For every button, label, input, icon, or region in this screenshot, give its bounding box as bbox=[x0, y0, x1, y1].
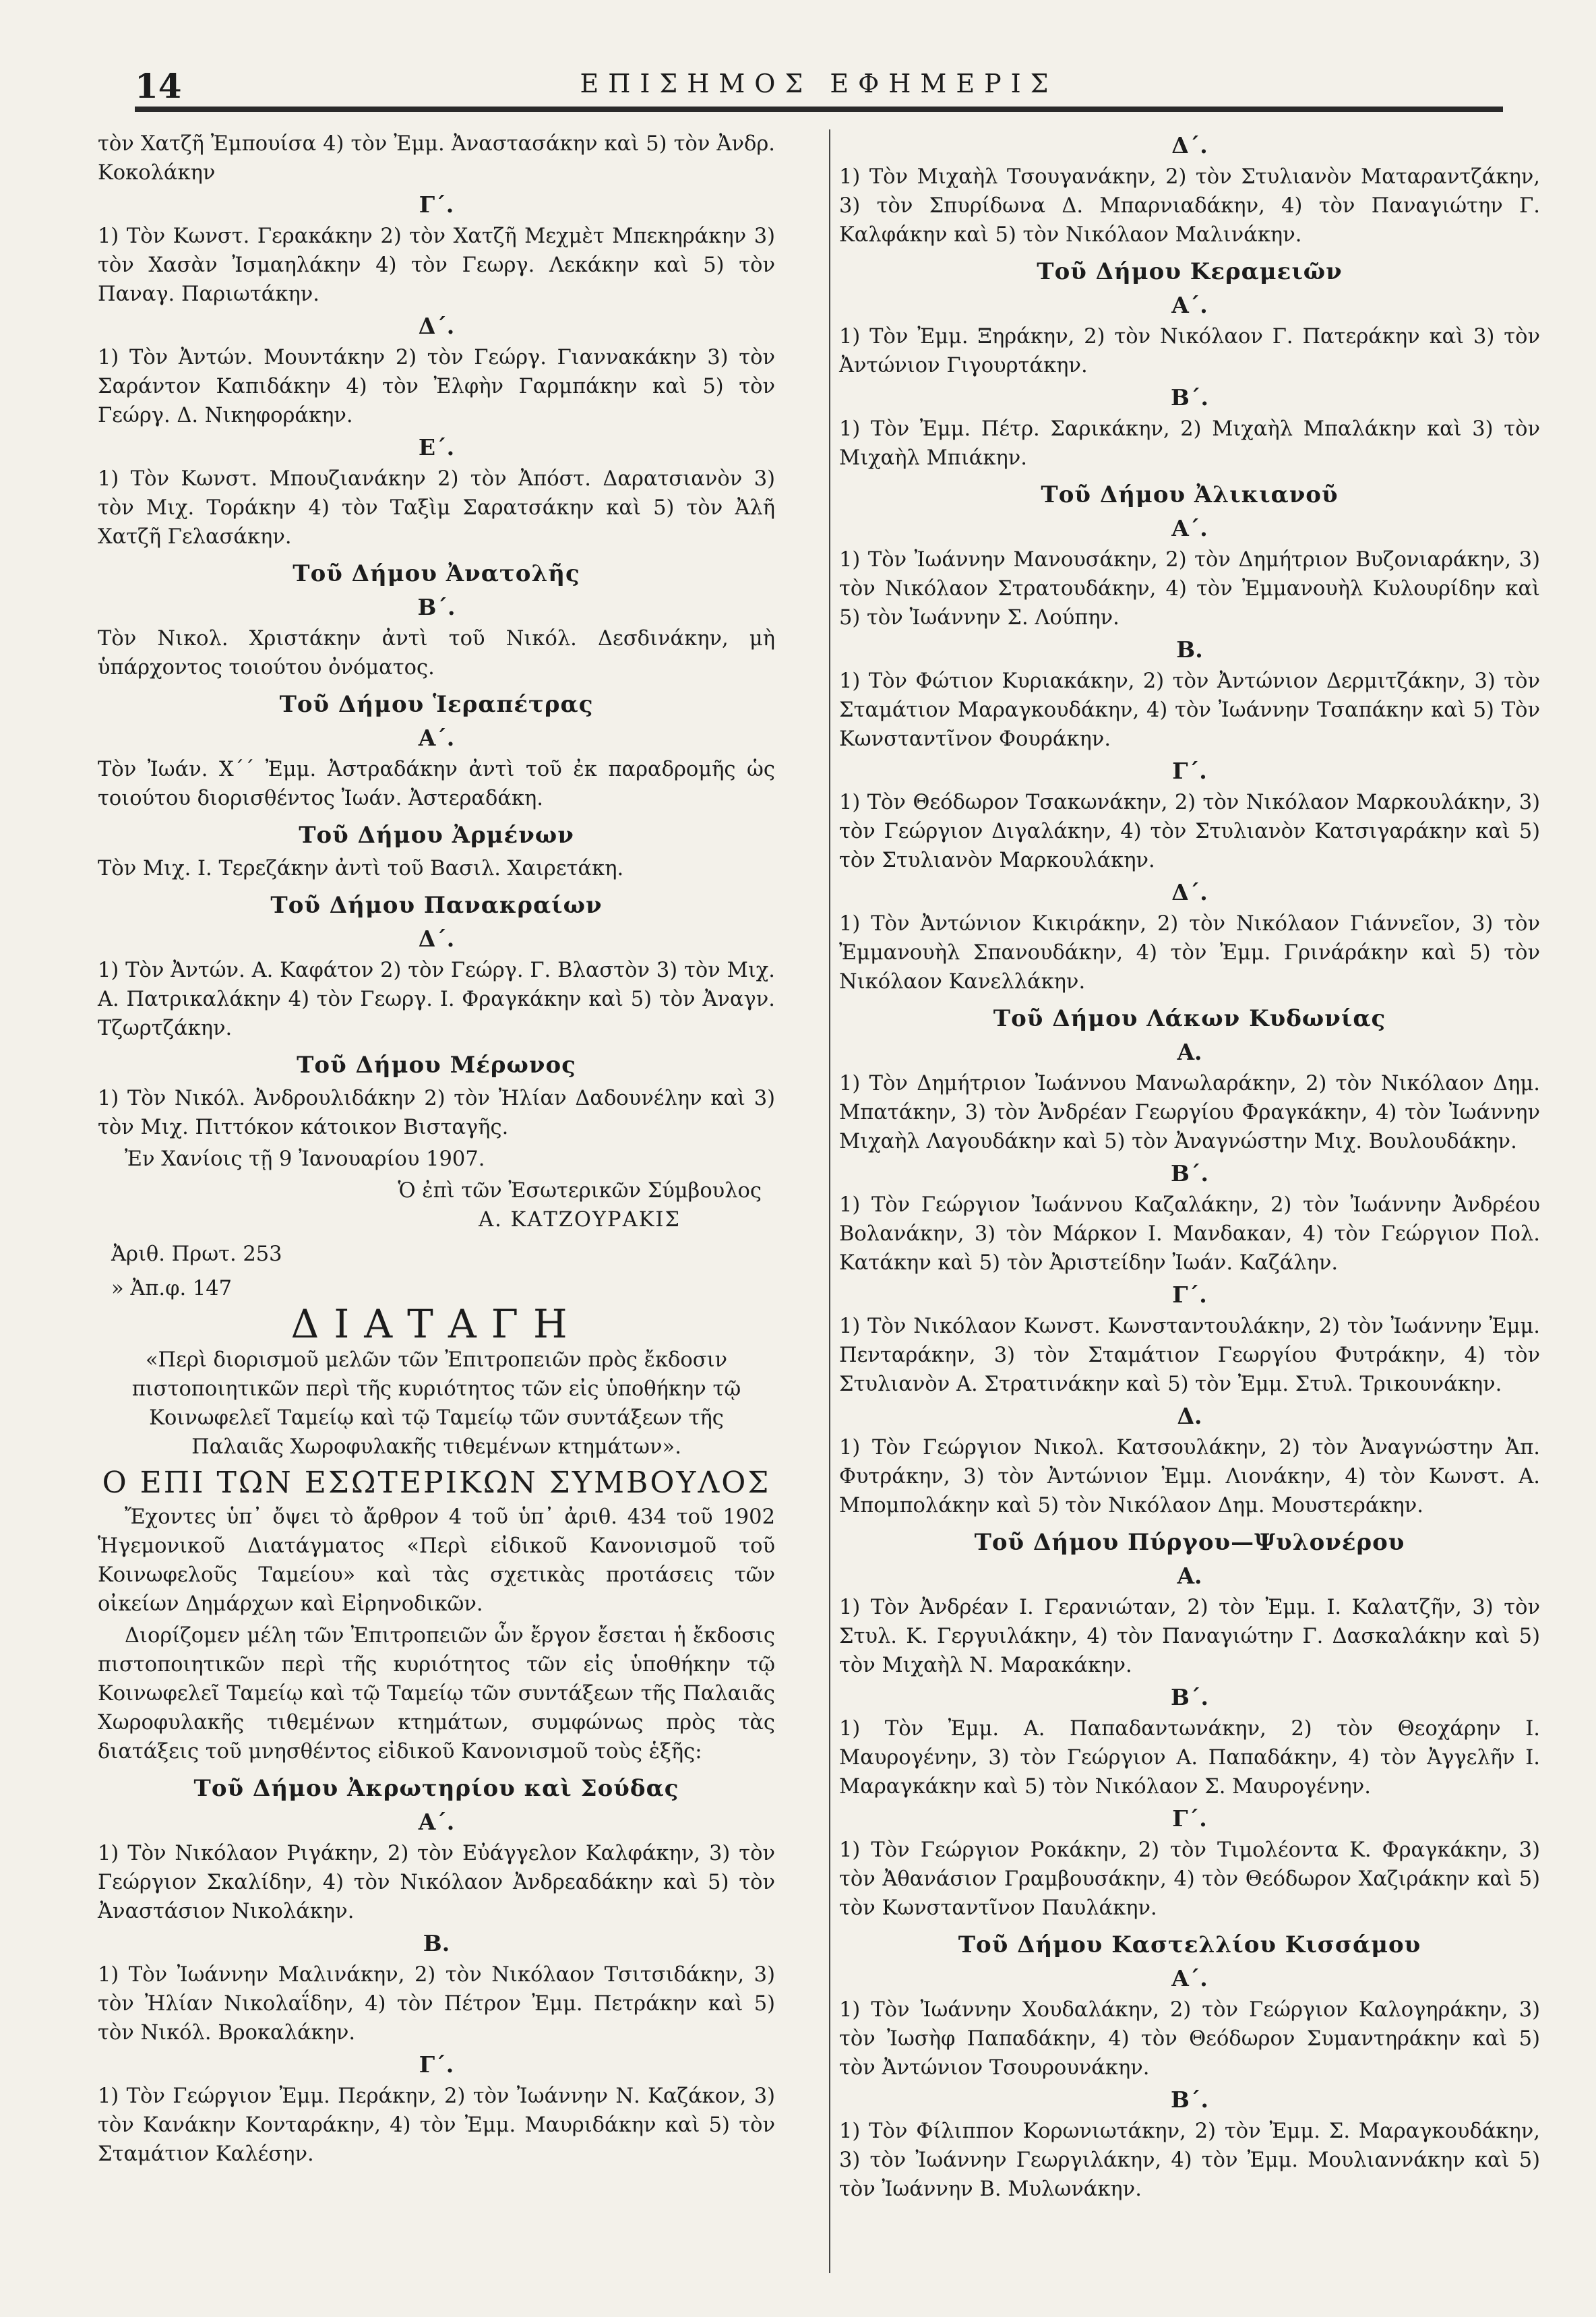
paragraph: Τὸν Μιχ. Ι. Τερεζάκην ἀντὶ τοῦ Βασιλ. Χαιρετάκη. bbox=[98, 857, 624, 880]
paragraph: 1) Τὸν Ἰωάννην Χουδαλάκην, 2) τὸν Γεώργιον Καλογηράκην, 3) τὸν Ἰωσὴφ Παπαδάκην, 4) τὸν Θεόδωρον Συμαντηράκην καὶ 5) τὸν Ἀντώνιον Τσουρουνάκην. bbox=[839, 1998, 1540, 2080]
subsection-heading: Β. bbox=[1176, 636, 1203, 663]
protocol-number: Ἀριθ. Πρωτ. 253 bbox=[111, 1242, 282, 1266]
paragraph: Τὸν Νικολ. Χριστάκην ἀντὶ τοῦ Νικόλ. Δεσδινάκην, μὴ ὑπάρχοντος τοιούτου ὀνόματος. bbox=[98, 627, 775, 680]
subsection-heading: Δ΄. bbox=[418, 926, 455, 952]
page-number: 14 bbox=[135, 66, 182, 106]
paragraph: 1) Τὸν Γεώργιον Νικολ. Κατσουλάκην, 2) τὸν Ἀναγνώστην Ἀπ. Φυτράκην, 3) τὸν Ἀντώνιον Ἐμμ. Λιονάκην, 4) τὸν Κωνστ. Α. Μπομπολάκην καὶ 5) τὸν Νικόλαον Δημ. Μουστεράκην. bbox=[839, 1436, 1540, 1517]
paragraph: 1) Τὸν Φίλιππον Κορωνιωτάκην, 2) τὸν Ἐμμ. Σ. Μαραγκουδάκην, 3) τὸν Ἰωάννην Γεωργιλάκην, 4) τὸν Ἐμμ. Μουλιαννάκην καὶ 5) τὸν Ἰωάννην Β. Μυλωνάκην. bbox=[839, 2119, 1540, 2201]
paragraph: 1) Τὸν Νικόλαον Ριγάκην, 2) τὸν Εὐάγγελον Καλφάκην, 3) τὸν Γεώργιον Σκαλίδην, 4) τὸν Νικόλαον Ἀνδρεαδάκην καὶ 5) τὸν Ἀναστάσιον Νικολάκην. bbox=[98, 1842, 775, 1923]
paragraph: 1) Τὸν Ἀντών. Α. Καφάτον 2) τὸν Γεώργ. Γ. Βλαστὸν 3) τὸν Μιχ. Α. Πατρικαλάκην 4) τὸν Γεωργ. Ι. Φραγκάκην καὶ 5) τὸν Ἀναγν. Τζωρτζάκην. bbox=[98, 959, 775, 1040]
paragraph: 1) Τὸν Ἰωάννην Μανουσάκην, 2) τὸν Δημήτριον Βυζονιαράκην, 3) τὸν Νικόλαον Στρατουδάκην, 4) τὸν Ἐμμανουὴλ Κυλουρίδην καὶ 5) τὸν Ἰωάννην Σ. Λούπην. bbox=[839, 548, 1540, 630]
paragraph: 1) Τὸν Γεώργιον Ροκάκην, 2) τὸν Τιμολέοντα Κ. Φραγκάκην, 3) τὸν Ἀθανάσιον Γραμβουσάκην, 4) τὸν Θεόδωρον Χαζιράκην καὶ 5) τὸν Κωνσταντῖνον Παυλάκην. bbox=[839, 1838, 1540, 1920]
subsection-heading: Ε΄. bbox=[418, 434, 455, 460]
paragraph: 1) Τὸν Ἐμμ. Πέτρ. Σαρικάκην, 2) Μιχαὴλ Μπαλάκην καὶ 3) τὸν Μιχαὴλ Μπιάκην. bbox=[839, 417, 1540, 470]
subsection-heading: Δ΄. bbox=[418, 313, 455, 339]
subsection-heading: Α΄. bbox=[418, 725, 455, 751]
paragraph: 1) Τὸν Μιχαὴλ Τσουγανάκην, 2) τὸν Στυλιανὸν Ματαραντζάκην, 3) τὸν Σπυρίδωνα Δ. Μπαρνιαδάκην, 4) τὸν Παναγιώτην Γ. Καλφάκην καὶ 5) τὸν Νικόλαον Μαλινάκην. bbox=[839, 165, 1540, 247]
subsection-heading: Γ΄. bbox=[1172, 758, 1207, 784]
section-heading: Τοῦ Δήμου Ἀκρωτηρίου καὶ Σούδας bbox=[193, 1775, 679, 1802]
subsection-heading: Β΄. bbox=[1171, 1684, 1208, 1710]
subsection-heading: Β΄. bbox=[417, 594, 456, 620]
paragraph: 1) Τὸν Νικόλ. Ἀνδρουλιδάκην 2) τὸν Ἠλίαν Δαδουνέλην καὶ 3) τὸν Μιχ. Πιττόκον κάτοικον Βισταγῆς. bbox=[98, 1087, 775, 1139]
paragraph: 1) Τὸν Ἐμμ. Α. Παπαδαντωνάκην, 2) τὸν Θεοχάρην Ι. Μαυρογένην, 3) τὸν Γεώργιον Α. Παπαδάκην, 4) τὸν Ἀγγελῆν Ι. Μαραγκάκην καὶ 5) τὸν Νικόλαον Σ. Μαυρογένην. bbox=[839, 1717, 1540, 1799]
section-heading: Τοῦ Δήμου Ἱεραπέτρας bbox=[279, 691, 594, 718]
right-column bbox=[839, 129, 1540, 2206]
paragraph: 1) Τὸν Ἀντώνιον Κικιράκην, 2) τὸν Νικόλαον Γιάννεῖον, 3) τὸν Ἐμμανουὴλ Σπανουδάκην, 4) τὸν Ἐμμ. Γρινάράκην καὶ 5) τὸν Νικόλαον Κανελλάκην. bbox=[839, 912, 1540, 994]
subsection-heading: Γ΄. bbox=[1172, 1282, 1207, 1308]
section-heading: Τοῦ Δήμου Πύργου—Ψυλονέρου bbox=[974, 1529, 1405, 1556]
paragraph: 1) Τὸν Φώτιον Κυριακάκην, 2) τὸν Ἀντώνιον Δερμιτζάκην, 3) τὸν Σταμάτιον Μαραγκουδάκην, 4) τὸν Ἰωάννην Τσαπάκην καὶ 5) Τὸν Κωνσταντῖνον Φουράκην. bbox=[839, 669, 1540, 751]
decree-subtitle: «Περὶ διορισμοῦ μελῶν τῶν Ἐπιτροπειῶν πρὸς ἔκδοσιν πιστοποιητικῶν περὶ τῆς κυριότητος τῶν εἰς ὑποθήκην τῷ Κοινωφελεῖ Ταμείῳ καὶ τῷ Ταμείῳ τῶν συντάξεων τῆς Παλαιᾶς Χωροφυλακῆς τιθεμένων κτημάτων». bbox=[131, 1348, 741, 1459]
protocol-number-2: » Ἀπ.φ. 147 bbox=[111, 1277, 233, 1300]
section-heading: Τοῦ Δήμου Ἀνατολῆς bbox=[293, 560, 580, 587]
section-heading: Τοῦ Δήμου Πανακραίων bbox=[270, 892, 603, 919]
minister-heading: Ο ΕΠΙ ΤΩΝ ΕΣΩΤΕΡΙΚΩΝ ΣΥΜΒΟΥΛΟΣ bbox=[102, 1466, 771, 1500]
subsection-heading: Α. bbox=[1177, 1039, 1202, 1065]
paragraph: 1) Τὸν Δημήτριον Ἰωάννου Μανωλαράκην, 2) τὸν Νικόλαον Δημ. Μπατάκην, 3) τὸν Ἀνδρέαν Γεωργίου Φραγκάκην, 4) τὸν Ἰωάννην Μιχαὴλ Λαγουδάκην καὶ 5) τὸν Ἀναγνώστην Μιχ. Βουλουδάκην. bbox=[839, 1072, 1540, 1153]
paragraph: 1) Τὸν Κωνστ. Γερακάκην 2) τὸν Χατζῆ Μεχμὲτ Μπεκηράκην 3) τὸν Χασὰν Ἰσμαηλάκην 4) τὸν Γεωργ. Λεκάκην καὶ 5) τὸν Παναγ. Παριωτάκην. bbox=[98, 224, 775, 306]
paragraph: τὸν Χατζῆ Ἐμπουίσα 4) τὸν Ἐμμ. Ἀναστασάκην καὶ 5) τὸν Ἀνδρ. Κοκολάκην bbox=[98, 132, 775, 185]
subsection-heading: Γ΄. bbox=[419, 191, 454, 218]
section-heading: Τοῦ Δήμου Καστελλίου Κισσάμου bbox=[958, 1931, 1421, 1958]
paragraph: 1) Τὸν Ἀνδρέαν Ι. Γερανιώταν, 2) τὸν Ἐμμ. Ι. Καλατζῆν, 3) τὸν Στυλ. Κ. Γεργυιλάκην, 4) τὸν Παναγιώτην Γ. Δασκαλάκην καὶ 5) τὸν Μιχαὴλ Ν. Μαρακάκην. bbox=[839, 1596, 1540, 1677]
date-line: Ἐν Χανίοις τῇ 9 Ἰανουαρίου 1907. bbox=[125, 1147, 485, 1171]
section-heading: Τοῦ Δήμου Μέρωνος bbox=[297, 1052, 576, 1079]
newspaper-title: ΕΠΙΣΗΜΟΣ ΕΦΗΜΕΡΙΣ bbox=[580, 69, 1058, 98]
section-heading: Τοῦ Δήμου Κεραμειῶν bbox=[1037, 258, 1343, 285]
column-divider bbox=[829, 129, 830, 2273]
page-header bbox=[135, 66, 1503, 107]
paragraph: 1) Τὸν Γεώργιον Ἐμμ. Περάκην, 2) τὸν Ἰωάννην Ν. Καζάκον, 3) τὸν Κανάκην Κονταράκην, 4) τὸν Ἐμμ. Μαυριδάκην καὶ 5) τὸν Σταμάτιον Καλέσην. bbox=[98, 2084, 775, 2166]
paragraph: 1) Τὸν Θεόδωρον Τσακωνάκην, 2) τὸν Νικόλαον Μαρκουλάκην, 3) τὸν Γεώργιον Διγαλάκην, 4) τὸν Στυλιανὸν Κατσιγαράκην καὶ 5) τὸν Στυλιανὸν Μαρκουλάκην. bbox=[839, 791, 1540, 872]
subsection-heading: Β΄. bbox=[1171, 1160, 1208, 1186]
subsection-heading: Γ΄. bbox=[419, 2051, 454, 2078]
paragraph: 1) Τὸν Κωνστ. Μπουζιανάκην 2) τὸν Ἀπόστ. Δαρατσιανὸν 3) τὸν Μιχ. Τοράκην 4) τὸν Ταξὶμ Σαρατσάκην καὶ 5) τὸν Ἀλῆ Χατζῆ Γελασάκην. bbox=[98, 467, 775, 549]
paragraph: Τὸν Ἰωάν. Χ΄΄ Ἐμμ. Ἀστραδάκην ἀντὶ τοῦ ἐκ παραδρομῆς ὡς τοιούτου διορισθέντος Ἰωάν. Ἀστεραδάκη. bbox=[98, 758, 775, 810]
subsection-heading: Α΄. bbox=[1171, 1965, 1208, 1991]
left-column bbox=[98, 129, 775, 2171]
subsection-heading: Α. bbox=[1177, 1563, 1202, 1589]
signer-name: Α. ΚΑΤΖΟΥΡΑΚΙΣ bbox=[479, 1208, 681, 1232]
section-heading: Τοῦ Δήμου Ἀλικιανοῦ bbox=[1041, 481, 1339, 508]
paragraph: 1) Τὸν Ἰωάννην Μαλινάκην, 2) τὸν Νικόλαον Τσιτσιδάκην, 3) τὸν Ἠλίαν Νικολαΐδην, 4) τὸν Πέτρον Ἐμμ. Πετράκην καὶ 5) τὸν Νικόλ. Βροκαλάκην. bbox=[98, 1963, 775, 2045]
header-rule bbox=[135, 107, 1503, 112]
subsection-heading: Α΄. bbox=[1171, 292, 1208, 318]
subsection-heading: Α΄. bbox=[418, 1809, 455, 1835]
subsection-heading: Α΄. bbox=[1171, 515, 1208, 541]
subsection-heading: Β. bbox=[423, 1930, 450, 1956]
section-heading: Τοῦ Δήμου Λάκων Κυδωνίας bbox=[993, 1005, 1386, 1032]
subsection-heading: Β΄. bbox=[1171, 384, 1208, 411]
paragraph: 1) Τὸν Γεώργιον Ἰωάννου Καζαλάκην, 2) τὸν Ἰωάννην Ἀνδρέου Βολανάκην, 3) τὸν Μάρκον Ι. Μανδακαν, 4) τὸν Γεώργιον Πολ. Κατάκην καὶ 5) τὸν Ἀριστείδην Ἰωάν. Καζάλην. bbox=[839, 1193, 1540, 1275]
paragraph: 1) Τὸν Ἐμμ. Ξηράκην, 2) τὸν Νικόλαον Γ. Πατεράκην καὶ 3) τὸν Ἀντώνιον Γιγουρτάκην. bbox=[839, 325, 1540, 378]
subsection-heading: Γ΄. bbox=[1172, 1805, 1207, 1832]
subsection-heading: Δ΄. bbox=[1171, 879, 1208, 905]
subsection-heading: Δ΄. bbox=[1171, 132, 1208, 158]
subsection-heading: Β΄. bbox=[1171, 2086, 1208, 2113]
signer-title: Ὁ ἐπὶ τῶν Ἐσωτερικῶν Σύμβουλος bbox=[398, 1179, 762, 1203]
paragraph: Ἔχοντες ὑπ᾽ ὄψει τὸ ἄρθρον 4 τοῦ ὑπ᾽ ἀριθ. 434 τοῦ 1902 Ἡγεμονικοῦ Διατάγματος «Περὶ εἰδικοῦ Κανονισμοῦ τοῦ Κοινωφελοῦς Ταμείου» καὶ τὰς σχετικὰς προτάσεις τῶν οἰκείων Δημάρχων καὶ Εἰρηνοδικῶν. bbox=[98, 1505, 775, 1616]
section-heading: Τοῦ Δήμου Ἀρμένων bbox=[299, 822, 574, 849]
paragraph: 1) Τὸν Ἀντών. Μουντάκην 2) τὸν Γεώργ. Γιαννακάκην 3) τὸν Σαράντον Καπιδάκην 4) τὸν Ἐλφὴν Γαρμπάκην καὶ 5) τὸν Γεώργ. Δ. Νικηφοράκην. bbox=[98, 346, 775, 427]
subsection-heading: Δ. bbox=[1177, 1403, 1202, 1429]
paragraph: Διορίζομεν μέλη τῶν Ἐπιτροπειῶν ὧν ἔργον ἔσεται ἡ ἔκδοσις πιστοποιητικῶν περὶ τῆς κυριότητος τῶν εἰς ὑποθήκην τῷ Κοινωφελεῖ Ταμείῳ καὶ τῷ Ταμείῳ τῶν συντάξεων τῆς Παλαιᾶς Χωροφυλακῆς τιθεμένων κτημάτων, συμφώνως πρὸς τὰς διατάξεις τοῦ μνησθέντος εἰδικοῦ Κανονισμοῦ τοὺς ἑξῆς: bbox=[98, 1624, 775, 1764]
paragraph: 1) Τὸν Νικόλαον Κωνστ. Κωνσταντουλάκην, 2) τὸν Ἰωάννην Ἐμμ. Πενταράκην, 3) τὸν Σταμάτιον Γεωργίου Φυτράκην, 4) τὸν Στυλιανὸν Α. Στρατινάκην καὶ 5) τὸν Ἐμμ. Στυλ. Τρικουνάκην. bbox=[839, 1315, 1540, 1396]
decree-title: ΔΙΑΤΑΓΗ bbox=[290, 1301, 582, 1347]
